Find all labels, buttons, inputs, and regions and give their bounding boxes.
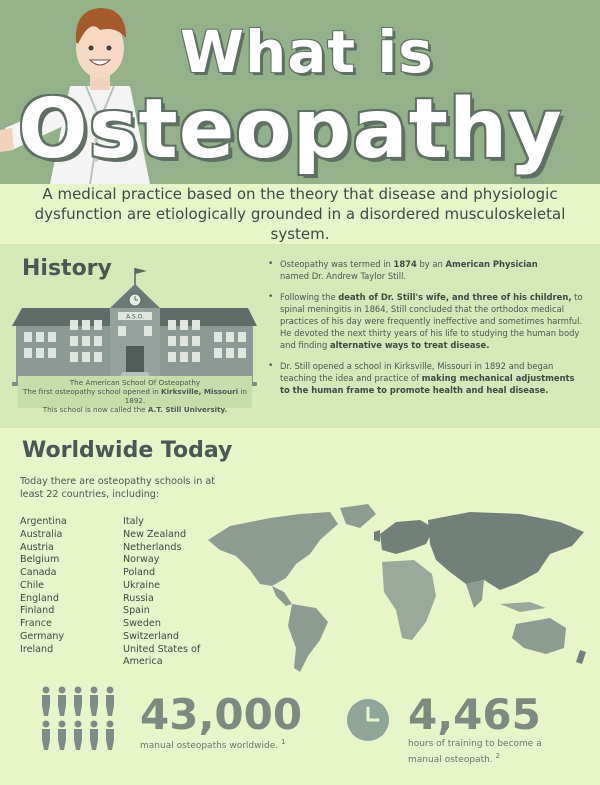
country-item: Russia bbox=[123, 592, 154, 604]
history-bullet-3: • Dr. Still opened a school in Kirksville, Missouri in 1892 and began teaching the idea and practice of making mechanical adjustments to the human frame to promote health and heal disease. bbox=[268, 361, 575, 395]
history-bullet-1: • Osteopathy was termed in 1874 by an American Physician named Dr. Andrew Taylor Still. bbox=[268, 259, 538, 281]
caption-line-1: The American School Of Osteopathy bbox=[69, 378, 201, 387]
country-item: Austria bbox=[20, 541, 54, 553]
intro-text: A medical practice based on the theory that disease and physiologic dysfunction are etiologically grounded in a disordered musculoskeletal system. bbox=[34, 185, 566, 243]
country-item: Italy bbox=[123, 516, 144, 527]
worldwide-section bbox=[0, 428, 600, 785]
country-item: Spain bbox=[123, 605, 150, 617]
country-item: Canada bbox=[20, 567, 57, 578]
caption-line-3: This school is now called the A.T. Still University. bbox=[42, 405, 228, 414]
country-item: Australia bbox=[20, 528, 63, 540]
country-item: Sweden bbox=[123, 618, 161, 629]
country-item: Norway bbox=[123, 554, 160, 566]
history-section bbox=[0, 244, 600, 428]
school-caption bbox=[18, 376, 252, 414]
history-bullets bbox=[268, 258, 586, 405]
osteopaths-count: 43,000 bbox=[140, 690, 303, 739]
clock-icon bbox=[346, 698, 390, 742]
history-bullet-2: • Following the death of Dr. Still's wife, and three of his children, to spinal meningitis in 1864, Still concluded that the orthodox medical practices of his day were frequently ineffective and sometimes harmful. He devoted the next thirty years of his life to studying the human body and finding alternative ways to treat disease. bbox=[268, 292, 583, 350]
country-item: Chile bbox=[20, 579, 45, 591]
world-map-illustration bbox=[200, 500, 595, 675]
country-list bbox=[20, 516, 226, 669]
history-title: History bbox=[22, 256, 112, 281]
country-item: Belgium bbox=[20, 554, 60, 566]
country-item: Ireland bbox=[20, 643, 54, 655]
country-item: Poland bbox=[123, 567, 156, 578]
country-item: Argentina bbox=[20, 516, 67, 527]
title-line-1: What is bbox=[180, 18, 434, 86]
country-item: England bbox=[20, 592, 59, 604]
school-sign-text: A.S.O. bbox=[125, 313, 145, 321]
training-hours: 4,465 bbox=[408, 690, 541, 739]
worldwide-title: Worldwide Today bbox=[22, 438, 233, 463]
country-item: Finland bbox=[20, 605, 55, 617]
country-column-1 bbox=[20, 516, 123, 669]
training-hours-label: hours of training to become a manual osteopath. $^2$ bbox=[408, 739, 542, 765]
country-item: New Zealand bbox=[123, 528, 187, 540]
title-line-2: Osteopathy bbox=[18, 82, 563, 177]
worldwide-intro: Today there are osteopathy schools in at least 22 countries, including: bbox=[20, 476, 215, 500]
country-item: United States of America bbox=[123, 643, 201, 668]
people-icon bbox=[40, 686, 122, 752]
country-item: Ukraine bbox=[123, 579, 161, 591]
header bbox=[0, 0, 600, 184]
country-item: Switzerland bbox=[123, 630, 179, 642]
caption-line-2: The first osteopathy school opened in Kirksville, Missouri in 1892. bbox=[23, 387, 247, 405]
country-item: Netherlands bbox=[123, 541, 182, 553]
intro-section bbox=[0, 184, 600, 244]
country-item: Germany bbox=[20, 630, 65, 642]
country-item: France bbox=[20, 618, 52, 629]
osteopaths-label: manual osteopaths worldwide. $^1$ bbox=[140, 738, 286, 751]
